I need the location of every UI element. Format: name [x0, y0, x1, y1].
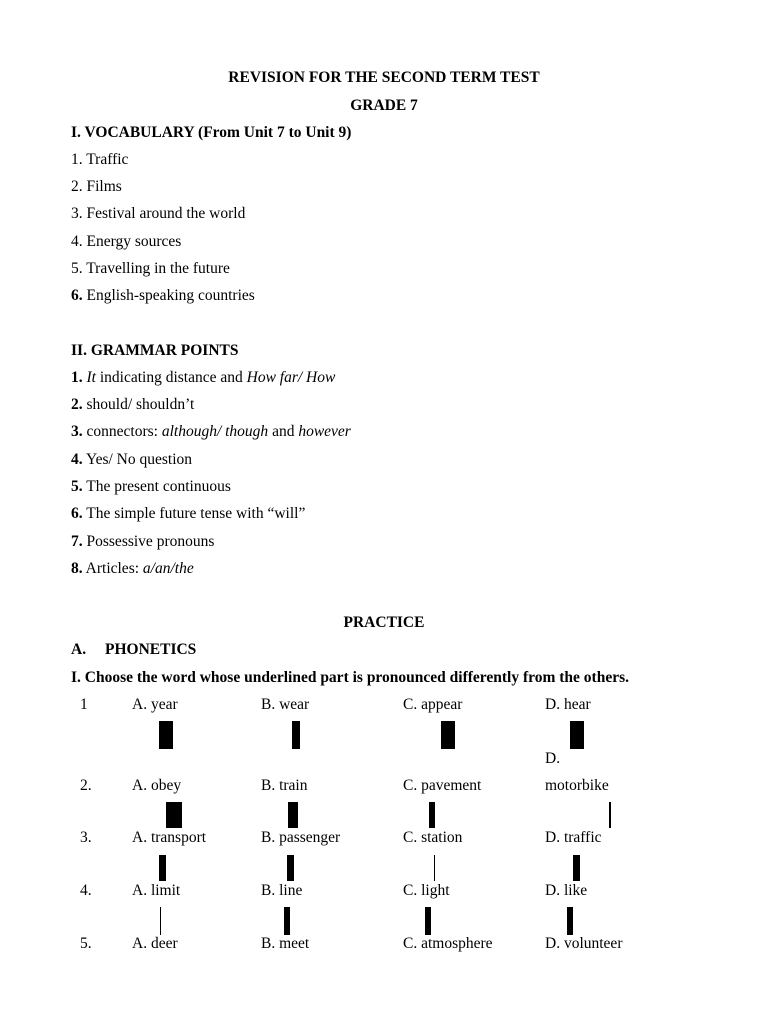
option-a: A. year [132, 696, 178, 713]
grammar-item: 7. Possessive pronouns [71, 533, 215, 550]
underline-mark [159, 721, 173, 749]
grammar-heading: II. GRAMMAR POINTS [71, 342, 239, 359]
underline-mark [570, 721, 584, 749]
option-b: B. train [261, 777, 308, 794]
option-b: B. passenger [261, 829, 341, 846]
underline-mark [609, 802, 611, 828]
option-d: D. traffic [545, 829, 602, 846]
underline-mark [429, 802, 435, 828]
underline-mark [288, 802, 298, 828]
underline-mark [573, 855, 580, 881]
option-d: D. [545, 750, 561, 767]
option-c: C. appear [403, 696, 463, 713]
vocab-item: 4. Energy sources [71, 233, 182, 250]
vocab-item: 3. Festival around the world [71, 205, 246, 222]
option-c: C. atmosphere [403, 935, 493, 952]
grammar-item: 6. The simple future tense with “will” [71, 505, 306, 522]
practice-heading: PRACTICE [343, 614, 425, 631]
option-a: A. obey [132, 777, 182, 794]
grammar-item: 5. The present continuous [71, 478, 231, 495]
underline-mark [567, 907, 573, 935]
question-number: 1 [80, 696, 88, 713]
phonetics-instruction: I. Choose the word whose underlined part is pronounced differently from the others. [71, 669, 630, 686]
underline-mark [287, 855, 294, 881]
document-title: REVISION FOR THE SECOND TERM TEST [228, 69, 540, 86]
grammar-item: 8. Articles: a/an/the [71, 560, 194, 577]
vocab-item: 6. English-speaking countries [71, 287, 255, 304]
grammar-item: 3. connectors: although/ though and however [71, 423, 351, 440]
question-number: 4. [80, 882, 92, 899]
grade-heading: GRADE 7 [350, 97, 418, 114]
vocab-item: 5. Travelling in the future [71, 260, 230, 277]
option-b: B. wear [261, 696, 310, 713]
underline-mark [160, 907, 161, 935]
vocab-item: 2. Films [71, 178, 122, 195]
option-d: D. like [545, 882, 588, 899]
grammar-item: 2. should/ shouldn’t [71, 396, 195, 413]
option-d: D. volunteer [545, 935, 623, 952]
option-b: B. meet [261, 935, 310, 952]
option-c: C. pavement [403, 777, 482, 794]
option-d: D. hear [545, 696, 591, 713]
option-a: A. limit [132, 882, 181, 899]
question-number: 2. [80, 777, 92, 794]
vocabulary-heading: I. VOCABULARY (From Unit 7 to Unit 9) [71, 124, 352, 141]
grammar-item: 1. It indicating distance and How far/ How [71, 369, 336, 386]
grammar-item: 4. Yes/ No question [71, 451, 193, 468]
underline-mark [284, 907, 290, 935]
section-a-title: PHONETICS [105, 641, 197, 658]
option-b: B. line [261, 882, 303, 899]
underline-mark [292, 721, 300, 749]
option-a: A. transport [132, 829, 207, 846]
option-a: A. deer [132, 935, 178, 952]
option-c: C. station [403, 829, 463, 846]
underline-mark [159, 855, 166, 881]
underline-mark [434, 855, 435, 881]
option-c: C. light [403, 882, 450, 899]
vocab-item: 1. Traffic [71, 151, 129, 168]
underline-mark [441, 721, 455, 749]
underline-mark [166, 802, 182, 828]
underline-mark [425, 907, 431, 935]
question-number: 5. [80, 935, 92, 952]
option-d-word: motorbike [545, 777, 609, 794]
question-number: 3. [80, 829, 92, 846]
section-a-label: A. [71, 641, 87, 658]
